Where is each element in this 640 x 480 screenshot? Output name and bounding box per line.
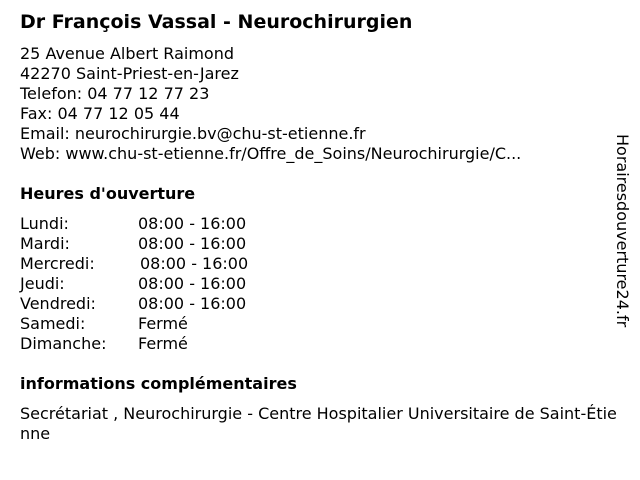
contact-block bbox=[20, 44, 521, 164]
address-street: 25 Avenue Albert Raimond bbox=[20, 44, 234, 63]
time-value: 08:00 - 16:00 bbox=[140, 254, 249, 273]
opening-hours-heading: Heures d'ouverture bbox=[20, 184, 196, 203]
site-watermark: Horairesdouverture24.fr bbox=[613, 134, 632, 328]
day-label: Jeudi: bbox=[20, 274, 65, 293]
time-value: 08:00 - 16:00 bbox=[138, 234, 247, 253]
phone-number[interactable]: Telefon: 04 77 12 77 23 bbox=[20, 84, 210, 103]
day-label: Lundi: bbox=[20, 214, 69, 233]
page-title: Dr François Vassal - Neurochirurgien bbox=[20, 11, 413, 33]
time-value: 08:00 - 16:00 bbox=[138, 274, 247, 293]
time-value: Fermé bbox=[138, 314, 188, 333]
time-value: 08:00 - 16:00 bbox=[138, 294, 247, 313]
day-label: Vendredi: bbox=[20, 294, 96, 313]
address-city: 42270 Saint-Priest-en-Jarez bbox=[20, 64, 239, 83]
hours-row-wednesday bbox=[20, 254, 320, 274]
hours-row-tuesday bbox=[20, 234, 320, 254]
opening-hours-table bbox=[20, 214, 320, 354]
day-label: Samedi: bbox=[20, 314, 86, 333]
additional-info-heading: informations complémentaires bbox=[20, 374, 297, 393]
hours-row-sunday bbox=[20, 334, 320, 354]
day-label: Mercredi: bbox=[20, 254, 95, 273]
additional-info-text: Secrétariat , Neurochirurgie - Centre Hospitalier Universitaire de Saint-Étienne bbox=[20, 404, 617, 443]
website-link[interactable]: Web: www.chu-st-etienne.fr/Offre_de_Soins/Neurochirurgie/C... bbox=[20, 144, 522, 163]
time-value: 08:00 - 16:00 bbox=[138, 214, 247, 233]
email-address[interactable]: Email: neurochirurgie.bv@chu-st-etienne.fr bbox=[20, 124, 366, 143]
hours-row-thursday bbox=[20, 274, 320, 294]
hours-row-saturday bbox=[20, 314, 320, 334]
day-label: Dimanche: bbox=[20, 334, 107, 353]
fax-number: Fax: 04 77 12 05 44 bbox=[20, 104, 180, 123]
hours-row-friday bbox=[20, 294, 320, 314]
day-label: Mardi: bbox=[20, 234, 70, 253]
hours-row-monday bbox=[20, 214, 320, 234]
time-value: Fermé bbox=[138, 334, 188, 353]
